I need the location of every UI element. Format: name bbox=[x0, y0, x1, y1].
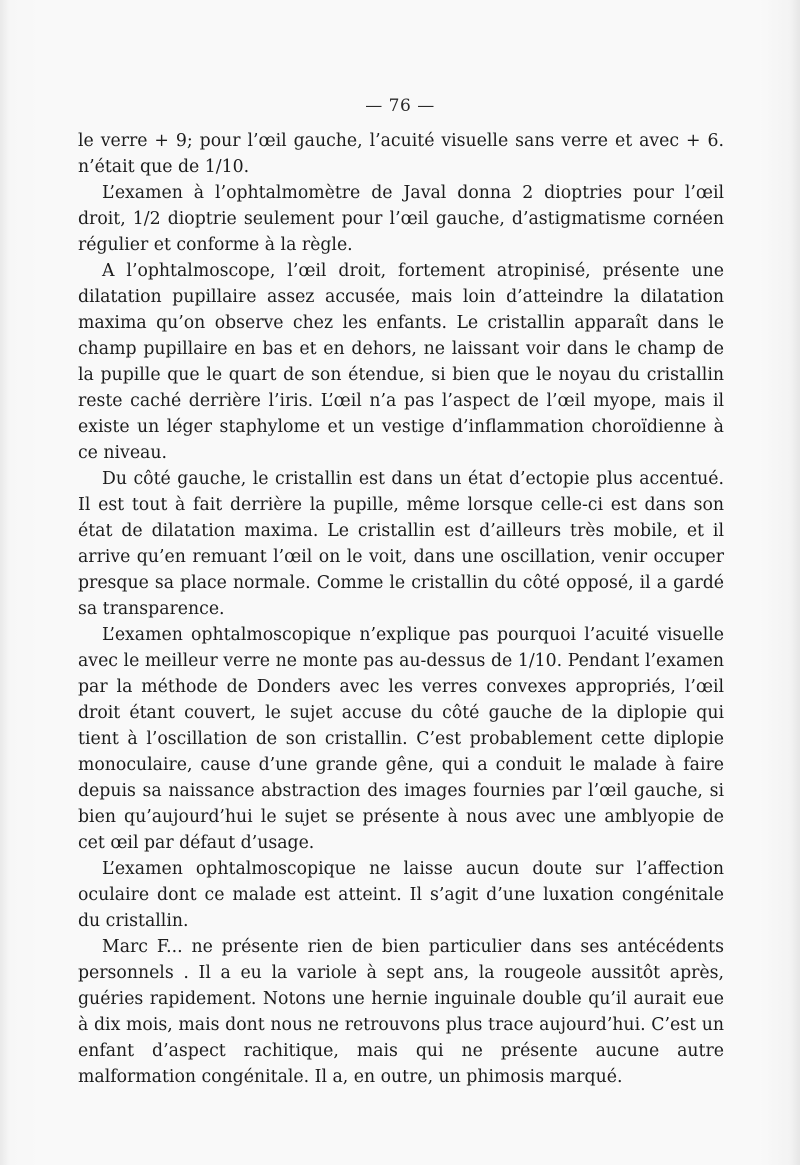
paragraph-ophthalmoscopic-exam: L’examen ophtalmoscopique n’explique pas pourquoi l’acuité visuelle avec le meilleur verre ne monte pas au-dessus de 1/10. Pendant l’examen par la méthode de Donders avec les verres convexes appropriés, l’œil droit étant couvert, le sujet accuse du côté gauche de la diplopie qui tient à l’oscillation de son cristallin. C’est probablement cette diplopie monoculaire, cause d’une grande gêne, qui a conduit le malade à faire depuis sa naissance abstraction des images fournies par l’œil gauche, si bien qu’aujourd’hui le sujet se présente à nous avec une amblyopie de cet œil par défaut d’usage. bbox=[78, 625, 724, 853]
paragraph-diagnosis: L’examen ophtalmoscopique ne laisse aucun doute sur l’affection oculaire dont ce malade est atteint. Il s’agit d’une luxation congénitale du cristallin. bbox=[78, 859, 724, 931]
body-text bbox=[78, 128, 724, 1090]
paragraph-left-side: Du côté gauche, le cristallin est dans un état d’ectopie plus accentué. Il est tout à fait derrière la pupille, même lorsque celle-ci est dans son état de dilatation maxima. Le cristallin est d’ailleurs très mobile, et il arrive qu’en remuant l’œil on le voit, dans une oscillation, venir occuper presque sa place normale. Comme le cristallin du côté opposé, il a gardé sa transparence. bbox=[78, 469, 724, 619]
paragraph-ophthalmometer: L’examen à l’ophtalmomètre de Javal donna 2 dioptries pour l’œil droit, 1/2 dioptrie seulement pour l’œil gauche, d’astigmatisme cornéen régulier et conforme à la règle. bbox=[78, 183, 724, 255]
paragraph-patient-history: Marc F... ne présente rien de bien particulier dans ses antécédents personnels . Il a eu la variole à sept ans, la rougeole aussitôt après, guéries rapidement. Notons une hernie inguinale double qu’il aurait eue à dix mois, mais dont nous ne retrouvons plus trace aujourd’hui. C’est un enfant d’aspect rachitique, mais qui ne présente aucune autre malformation congénitale. Il a, en outre, un phimosis marqué. bbox=[78, 937, 724, 1087]
page-number: — 76 — bbox=[365, 96, 435, 116]
paragraph-continuation: le verre + 9; pour l’œil gauche, l’acuité visuelle sans verre et avec + 6. n’était que de 1/10. bbox=[78, 131, 724, 177]
paragraph-ophthalmoscope-right-eye: A l’ophtalmoscope, l’œil droit, fortement atropinisé, présente une dilatation pupillaire assez accusée, mais loin d’atteindre la dilatation maxima qu’on observe chez les enfants. Le cristallin apparaît dans le champ pupillaire en bas et en dehors, ne laissant voir dans le champ de la pupille que le quart de son étendue, si bien que le noyau du cristallin reste caché derrière l’iris. L’œil n’a pas l’aspect de l’œil myope, mais il existe un léger staphylome et un vestige d’inflammation choroïdienne à ce niveau. bbox=[78, 261, 724, 463]
